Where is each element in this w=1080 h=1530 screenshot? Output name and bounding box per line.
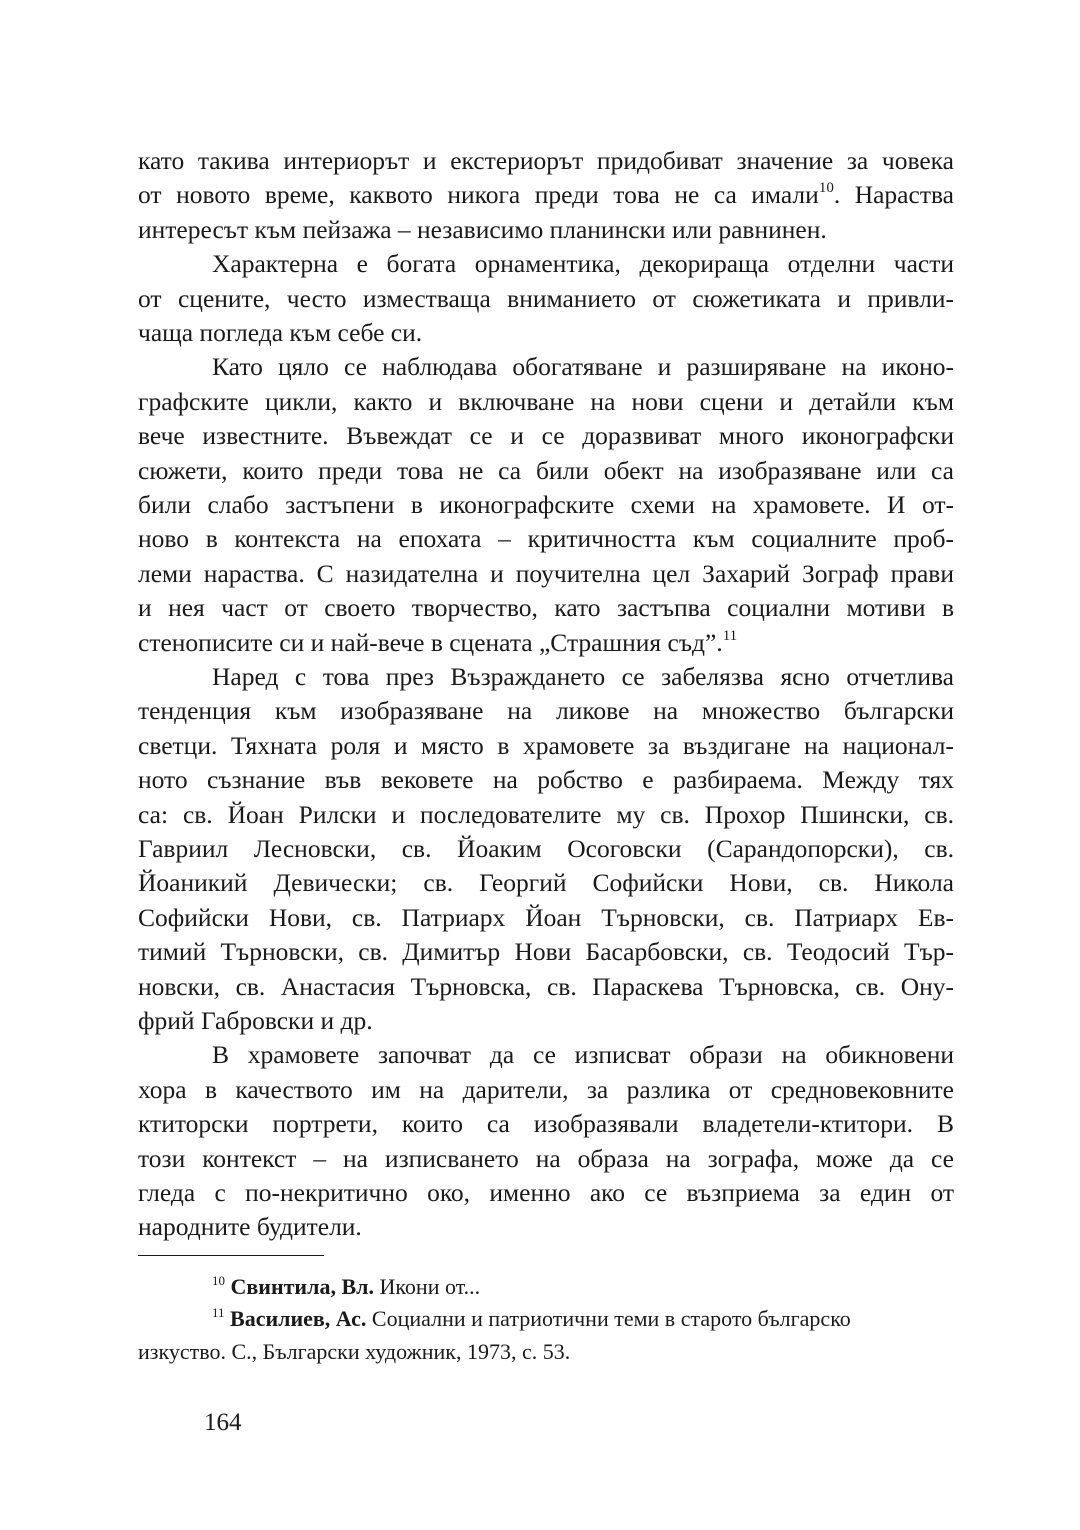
text-line bbox=[212, 247, 954, 281]
text-line bbox=[138, 454, 954, 488]
line-text: ново в контекста на епохата – критичността към социалните проб- bbox=[138, 524, 954, 554]
text-line bbox=[138, 1210, 954, 1244]
line-text: като такива интериорът и екстериорът придобиват значение за човека bbox=[138, 146, 954, 175]
text-line bbox=[138, 316, 954, 350]
line-text: светци. Тяхната роля и място в храмовете за въздигане на национал- bbox=[138, 730, 954, 760]
text-line bbox=[138, 626, 954, 660]
text-line bbox=[212, 350, 954, 384]
footnote-number: 11 bbox=[212, 1305, 225, 1320]
footnote-text: Икони от... bbox=[373, 1274, 481, 1299]
footnote-text: Социални и патриотични теми в старото българско bbox=[366, 1306, 851, 1331]
line-text: хора в качеството им на дарители, за разлика от средновековните bbox=[138, 1074, 954, 1104]
line-text: от новото време, каквото никога преди това не са имали bbox=[138, 180, 819, 210]
text-line bbox=[138, 522, 954, 556]
line-text: ктиторски портрети, които са изобразявали владетели-ктитори. В bbox=[138, 1109, 954, 1139]
text-line bbox=[138, 1176, 954, 1210]
line-text: Гавриил Лесновски, св. Йоаким Осоговски (Сарандопорски), св. bbox=[138, 834, 954, 863]
line-text: Характерна е богата орнаментика, декорираща отделни части bbox=[212, 249, 954, 279]
page-number: 164 bbox=[204, 1409, 242, 1436]
line-text: новски, св. Анастасия Търновска, св. Параскева Търновска, св. Ону- bbox=[138, 971, 954, 1001]
text-line bbox=[138, 763, 954, 797]
line-text: Софийски Нови, св. Патриарх Йоан Търновски, св. Патриарх Ев- bbox=[138, 902, 954, 932]
line-text: Наред с това през Възраждането се забелязва ясно отчетлива bbox=[212, 662, 954, 691]
text-line bbox=[138, 832, 954, 866]
text-line bbox=[138, 694, 954, 728]
text-line bbox=[138, 385, 954, 419]
line-text: леми нараства. С назидателна и поучителна цел Захарий Зограф прави bbox=[138, 558, 954, 588]
footnote-11-continuation: изкуство. С., Български художник, 1973, с. 53. bbox=[138, 1339, 571, 1364]
line-text: народните будители. bbox=[138, 1212, 362, 1242]
line-text: тимий Търновски, св. Димитър Нови Басарбовски, св. Теодосий Тър- bbox=[138, 937, 954, 967]
text-line bbox=[138, 557, 954, 591]
text-line bbox=[138, 144, 954, 178]
footnote-ref: 11 bbox=[722, 627, 738, 644]
line-text: са: св. Йоан Рилски и последователите му св. Прохор Пшински, св. bbox=[138, 799, 954, 829]
text-line bbox=[138, 798, 954, 832]
line-text: В храмовете започват да се изписват образи на обикновени bbox=[212, 1040, 954, 1070]
text-line bbox=[138, 488, 954, 522]
footnote-author: Свинтила, Вл. bbox=[230, 1274, 374, 1299]
footnote-ref: 10 bbox=[818, 180, 834, 197]
text-line bbox=[138, 1142, 954, 1176]
line-text: сюжети, които преди това не са били обект на изобразяване или са bbox=[138, 455, 954, 485]
footnote-11 bbox=[212, 1303, 851, 1334]
line-text: този контекст – на изписването на образа на зографа, може да се bbox=[138, 1143, 954, 1173]
text-line bbox=[138, 935, 954, 969]
line-text-after: . Нараства bbox=[833, 180, 954, 210]
line-text: и нея част от своето творчество, като застъпва социални мотиви в bbox=[138, 593, 954, 623]
text-line bbox=[138, 282, 954, 316]
line-text: стенописите си и най-вече в сцената „Страшния съд”. bbox=[138, 627, 723, 657]
line-text: тенденция към изобразяване на ликове на множество български bbox=[138, 696, 954, 726]
line-text: вече известните. Въвеждат се и се доразвиват много иконографски bbox=[138, 421, 954, 451]
line-text: били слабо застъпени в иконографските схеми на храмовете. И от- bbox=[138, 490, 954, 519]
footnote-number: 10 bbox=[212, 1273, 225, 1288]
text-line bbox=[138, 866, 954, 900]
footnote-separator bbox=[138, 1255, 324, 1256]
text-line bbox=[138, 1004, 954, 1038]
text-line bbox=[212, 1038, 954, 1072]
text-line bbox=[138, 213, 954, 247]
text-line bbox=[138, 901, 954, 935]
footnote-10 bbox=[212, 1271, 480, 1302]
text-line bbox=[138, 729, 954, 763]
line-text: графските цикли, както и включване на нови сцени и детайли към bbox=[138, 386, 954, 416]
line-text: Като цяло се наблюдава обогатяване и разширяване на иконо- bbox=[212, 352, 954, 382]
text-line bbox=[138, 1073, 954, 1107]
text-line bbox=[212, 660, 954, 694]
line-text: интересът към пейзажа – независимо планински или равнинен. bbox=[138, 214, 827, 244]
line-text: от сцените, често изместваща вниманието от сюжетиката и привли- bbox=[138, 283, 954, 313]
line-text: ното съзнание във вековете на робство е разбираема. Между тях bbox=[138, 765, 954, 795]
line-text: чаща погледа към себе си. bbox=[138, 318, 423, 347]
footnote-author: Василиев, Ас. bbox=[230, 1306, 367, 1331]
line-text: фрий Габровски и др. bbox=[138, 1006, 373, 1035]
line-text: Йоаникий Девически; св. Георгий Софийски Нови, св. Никола bbox=[138, 868, 954, 898]
text-line bbox=[138, 591, 954, 625]
text-line bbox=[138, 970, 954, 1004]
text-line bbox=[138, 1107, 954, 1141]
text-line bbox=[138, 178, 954, 212]
text-line bbox=[138, 419, 954, 453]
line-text: гледа с по-некритично око, именно ако се възприема за един от bbox=[138, 1178, 954, 1207]
